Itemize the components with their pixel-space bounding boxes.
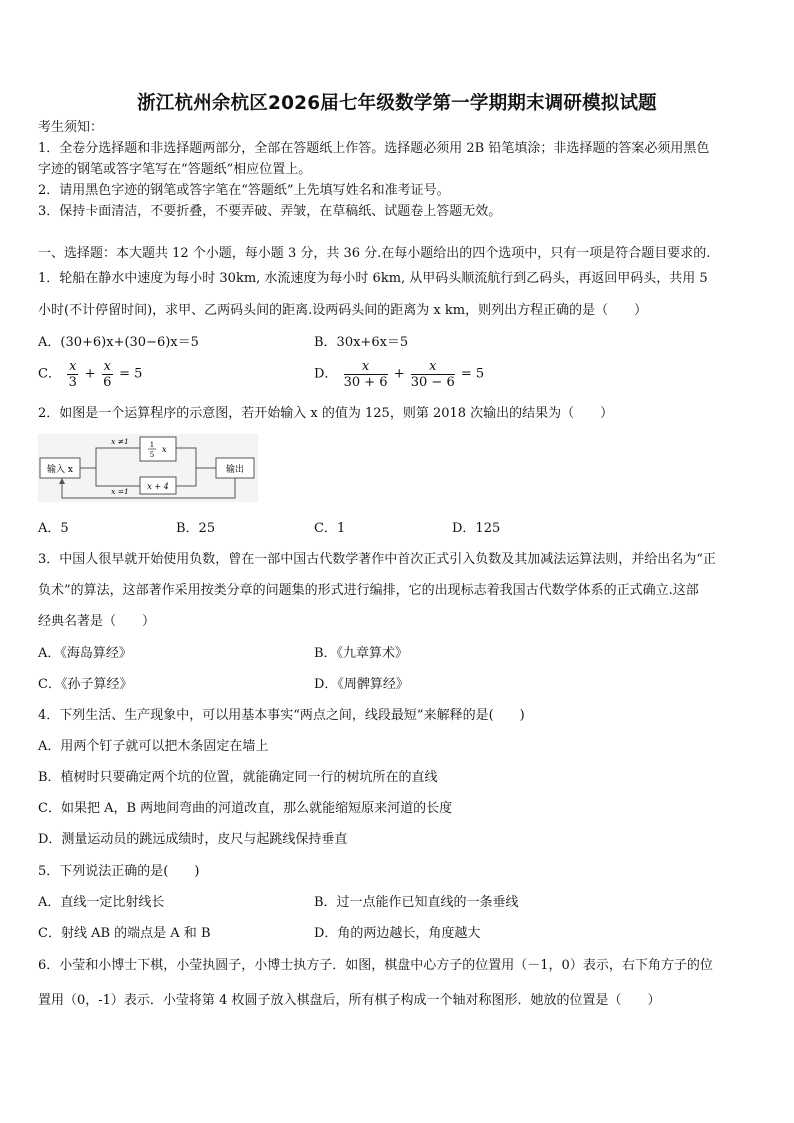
question-4-option-a: A．用两个钉子就可以把木条固定在墙上 [38,739,269,754]
question-6-line-2: 置用（0，-1）表示．小莹将第 4 枚圆子放入棋盘后，所有棋子构成一个轴对称图形．她放的位置是（ ） [38,993,661,1008]
question-3-line-2: 负术”的算法，这部著作采用按类分章的问题集的形式进行编排，它的出现标志着我国古代数学体系的正式确立.这部 [38,583,699,598]
question-2-option-d: D．125 [452,521,501,536]
fraction-denominator: 5 [149,451,155,459]
fraction: $\frac{x}{30 - 6}$ [410,359,455,390]
question-5-option-d: D．角的两边越长，角度越大 [314,926,481,941]
question-6-line-1: 6．小莹和小博士下棋，小莹执圆子，小博士执方子．如图，棋盘中心方子的位置用（－1，0）表示，右下角方子的位 [38,958,713,973]
condition-equals-one: x =1 [111,487,129,496]
equals-value: = 5 [119,366,143,382]
question-5-option-c: C．射线 AB 的端点是 A 和 B [38,926,211,941]
question-5-line: 5．下列说法正确的是( ) [38,864,200,879]
divide-by-five-box [140,437,176,461]
notice-item-1-line-2: 字迹的钢笔或答字笔写在“答题纸”相应位置上。 [38,162,312,177]
fraction: $\frac{x}{3}$ [68,359,77,390]
notice-item-3: 3．保持卡面清洁，不要折叠，不要弄破、弄皱，在草稿纸、试题卷上答题无效。 [38,204,502,219]
question-4-option-d: D．测量运动员的跳远成绩时，皮尺与起跳线保持垂直 [38,832,348,847]
question-5-option-a: A．直线一定比射线长 [38,895,165,910]
operation-variable: x [162,445,167,454]
question-2-option-a: A．5 [38,521,69,536]
option-d-label: D． [314,366,338,382]
question-5-option-b: B．过一点能作已知直线的一条垂线 [314,895,519,910]
output-label: 输出 [225,465,245,475]
question-3-option-b: B．《九章算术》 [314,646,409,661]
question-2-option-b: B．25 [176,521,216,536]
question-1-option-c [38,359,142,390]
question-4-option-b: B．植树时只要确定两个坑的位置，就能确定同一行的树坑所在的直线 [38,770,438,785]
operation-flow-diagram [38,434,258,502]
question-3-option-a: A．《海岛算经》 [38,646,132,661]
question-1-line-1: 1．轮船在静水中速度为每小时 30km, 水流速度为每小时 6km, 从甲码头顺流航行到乙码头，再返回甲码头，共用 5 [38,271,708,286]
fraction: $\frac{x}{6}$ [103,359,112,390]
question-4-line: 4．下列生活、生产现象中，可以用基本事实“两点之间，线段最短”来解释的是( ) [38,708,525,723]
condition-not-one: x ≠1 [111,437,129,446]
notice-item-1-line-1: 1．全卷分选择题和非选择题两部分，全部在答题纸上作答。选择题必须用 2B 铅笔填涂；非选择题的答案必须用黑色 [38,141,710,156]
section-heading: 一、选择题：本大题共 12 个小题，每小题 3 分，共 36 分.在每小题给出的四个选项中，只有一项是符合题目要求的. [38,246,711,261]
notice-heading: 考生须知： [38,120,104,135]
question-1-line-2: 小时(不计停留时间)，求甲、乙两码头间的距离.设两码头间的距离为 x km，则列出方程正确的是（ ） [38,303,648,318]
question-1-option-a: A．(30+6)x+(30−6)x＝5 [38,335,199,350]
equals-value: = 5 [460,366,485,382]
input-label: 输入 x [47,465,73,475]
question-1-option-d [314,359,484,390]
page-title: 浙江杭州余杭区2026届七年级数学第一学期期末调研模拟试题 [137,93,657,114]
notice-item-2: 2．请用黑色字迹的钢笔或答字笔在“答题纸”上先填写姓名和准考证号。 [38,183,450,198]
question-3-option-d: D．《周髀算经》 [314,677,409,692]
question-4-option-c: C．如果把 A，B 两地间弯曲的河道改直，那么就能缩短原来河道的长度 [38,801,453,816]
question-3-line-1: 3．中国人很早就开始使用负数，曾在一部中国古代数学著作中首次正式引入负数及其加减法运算法则，并给出名为“正 [38,552,716,567]
add-four-label: x + 4 [147,482,169,491]
question-1-option-b: B．30x+6x＝5 [314,335,409,350]
question-2-option-c: C．1 [314,521,346,536]
question-2-line: 2．如图是一个运算程序的示意图，若开始输入 x 的值为 125，则第 2018 次输出的结果为（ ） [38,406,614,421]
plus-sign: + [84,366,96,382]
fraction: $\frac{x}{30 + 6}$ [343,359,388,390]
option-c-label: C． [38,366,61,382]
plus-sign: + [393,366,405,382]
question-3-line-3: 经典名著是（ ） [38,614,156,629]
question-3-option-c: C．《孙子算经》 [38,677,133,692]
fraction-numerator: 1 [149,441,155,449]
